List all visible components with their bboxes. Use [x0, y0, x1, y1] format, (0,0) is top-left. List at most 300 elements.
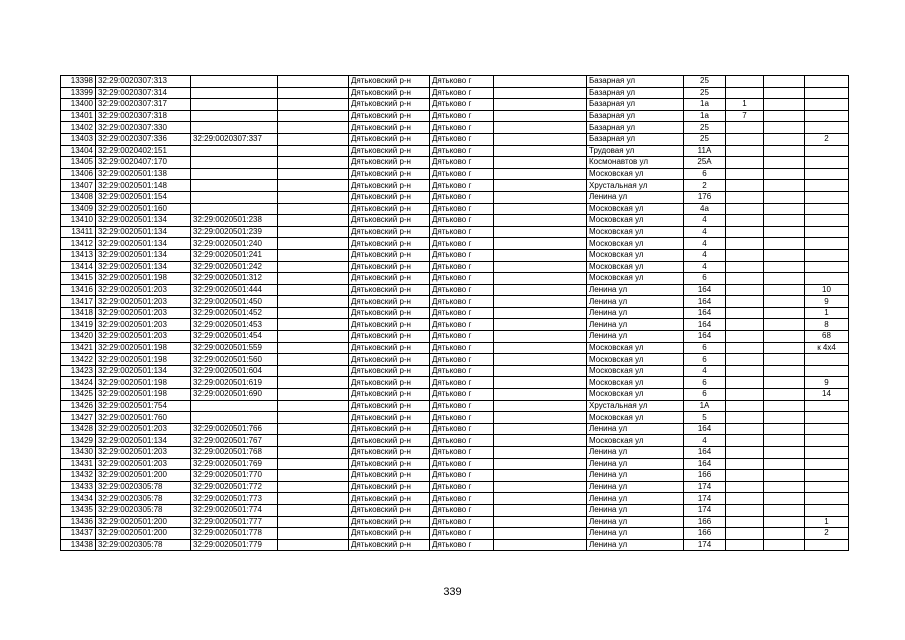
empty-cell [764, 226, 805, 238]
house-number-cell: 6 [684, 342, 726, 354]
empty-cell [494, 412, 587, 424]
building-cell [726, 180, 764, 192]
city-cell: Дятьково г [430, 249, 494, 261]
district-cell: Дятьковский р-н [349, 168, 430, 180]
table-row [61, 447, 849, 459]
parent-cadastral-number-cell [191, 122, 278, 134]
apartment-cell [805, 423, 849, 435]
empty-cell [764, 481, 805, 493]
district-cell: Дятьковский р-н [349, 203, 430, 215]
table-row [61, 435, 849, 447]
table-row [61, 342, 849, 354]
city-cell: Дятьково г [430, 261, 494, 273]
parent-cadastral-number-cell: 32:29:0020501:774 [191, 504, 278, 516]
parent-cadastral-number-cell: 32:29:0020501:240 [191, 238, 278, 250]
empty-cell [278, 284, 349, 296]
row-number-cell: 13422 [61, 354, 96, 366]
parent-cadastral-number-cell: 32:29:0020501:619 [191, 377, 278, 389]
parent-cadastral-number-cell: 32:29:0020501:453 [191, 319, 278, 331]
cadastral-number-cell: 32:29:0020501:138 [96, 168, 191, 180]
cadastral-number-cell: 32:29:0020501:198 [96, 273, 191, 285]
street-cell: Ленина ул [587, 504, 684, 516]
parent-cadastral-number-cell: 32:29:0020501:690 [191, 389, 278, 401]
parent-cadastral-number-cell [191, 145, 278, 157]
apartment-cell [805, 180, 849, 192]
district-cell: Дятьковский р-н [349, 191, 430, 203]
empty-cell [278, 400, 349, 412]
apartment-cell: 2 [805, 528, 849, 540]
cadastral-number-cell: 32:29:0020501:200 [96, 528, 191, 540]
building-cell [726, 539, 764, 551]
empty-cell [494, 261, 587, 273]
street-cell: Московская ул [587, 249, 684, 261]
house-number-cell: 4 [684, 365, 726, 377]
row-number-cell: 13416 [61, 284, 96, 296]
empty-cell [278, 493, 349, 505]
empty-cell [494, 145, 587, 157]
table-row [61, 400, 849, 412]
apartment-cell [805, 110, 849, 122]
empty-cell [764, 145, 805, 157]
house-number-cell: 164 [684, 307, 726, 319]
empty-cell [764, 400, 805, 412]
city-cell: Дятьково г [430, 238, 494, 250]
empty-cell [494, 307, 587, 319]
cadastral-number-cell: 32:29:0020501:134 [96, 238, 191, 250]
empty-cell [278, 458, 349, 470]
city-cell: Дятьково г [430, 389, 494, 401]
district-cell: Дятьковский р-н [349, 435, 430, 447]
empty-cell [764, 423, 805, 435]
table-row [61, 99, 849, 111]
building-cell [726, 87, 764, 99]
house-number-cell: 4 [684, 215, 726, 227]
parent-cadastral-number-cell: 32:29:0020501:779 [191, 539, 278, 551]
building-cell [726, 365, 764, 377]
row-number-cell: 13419 [61, 319, 96, 331]
empty-cell [764, 261, 805, 273]
city-cell: Дятьково г [430, 423, 494, 435]
empty-cell [494, 110, 587, 122]
cadastral-number-cell: 32:29:0020402:151 [96, 145, 191, 157]
parent-cadastral-number-cell [191, 168, 278, 180]
house-number-cell: 164 [684, 284, 726, 296]
empty-cell [278, 470, 349, 482]
district-cell: Дятьковский р-н [349, 122, 430, 134]
empty-cell [278, 76, 349, 88]
row-number-cell: 13417 [61, 296, 96, 308]
building-cell: 1 [726, 99, 764, 111]
empty-cell [494, 157, 587, 169]
parent-cadastral-number-cell: 32:29:0020501:777 [191, 516, 278, 528]
parent-cadastral-number-cell: 32:29:0020501:454 [191, 331, 278, 343]
district-cell: Дятьковский р-н [349, 516, 430, 528]
empty-cell [764, 273, 805, 285]
empty-cell [494, 539, 587, 551]
city-cell: Дятьково г [430, 99, 494, 111]
row-number-cell: 13421 [61, 342, 96, 354]
empty-cell [278, 342, 349, 354]
city-cell: Дятьково г [430, 157, 494, 169]
apartment-cell [805, 157, 849, 169]
street-cell: Ленина ул [587, 539, 684, 551]
empty-cell [494, 389, 587, 401]
empty-cell [278, 504, 349, 516]
apartment-cell: 14 [805, 389, 849, 401]
row-number-cell: 13398 [61, 76, 96, 88]
house-number-cell: 164 [684, 423, 726, 435]
street-cell: Базарная ул [587, 76, 684, 88]
empty-cell [278, 435, 349, 447]
parent-cadastral-number-cell [191, 99, 278, 111]
empty-cell [278, 180, 349, 192]
empty-cell [494, 168, 587, 180]
city-cell: Дятьково г [430, 435, 494, 447]
empty-cell [278, 110, 349, 122]
row-number-cell: 13423 [61, 365, 96, 377]
row-number-cell: 13399 [61, 87, 96, 99]
empty-cell [494, 203, 587, 215]
city-cell: Дятьково г [430, 133, 494, 145]
register-table-body [61, 76, 849, 551]
table-row [61, 423, 849, 435]
cadastral-number-cell: 32:29:0020501:203 [96, 307, 191, 319]
street-cell: Ленина ул [587, 307, 684, 319]
empty-cell [764, 377, 805, 389]
table-row [61, 261, 849, 273]
district-cell: Дятьковский р-н [349, 481, 430, 493]
house-number-cell: 11А [684, 145, 726, 157]
parent-cadastral-number-cell: 32:29:0020307:337 [191, 133, 278, 145]
parent-cadastral-number-cell: 32:29:0020501:450 [191, 296, 278, 308]
building-cell [726, 133, 764, 145]
table-row [61, 226, 849, 238]
apartment-cell [805, 87, 849, 99]
house-number-cell: 4 [684, 226, 726, 238]
street-cell: Московская ул [587, 273, 684, 285]
cadastral-number-cell: 32:29:0020501:200 [96, 470, 191, 482]
table-row [61, 203, 849, 215]
row-number-cell: 13412 [61, 238, 96, 250]
empty-cell [278, 168, 349, 180]
house-number-cell: 4а [684, 203, 726, 215]
street-cell: Ленина ул [587, 493, 684, 505]
empty-cell [494, 99, 587, 111]
empty-cell [764, 516, 805, 528]
cadastral-number-cell: 32:29:0020307:330 [96, 122, 191, 134]
parent-cadastral-number-cell: 32:29:0020501:773 [191, 493, 278, 505]
table-row [61, 331, 849, 343]
street-cell: Московская ул [587, 377, 684, 389]
street-cell: Базарная ул [587, 87, 684, 99]
table-row [61, 296, 849, 308]
house-number-cell: 6 [684, 377, 726, 389]
street-cell: Трудовая ул [587, 145, 684, 157]
empty-cell [494, 76, 587, 88]
table-row [61, 215, 849, 227]
street-cell: Московская ул [587, 215, 684, 227]
empty-cell [278, 157, 349, 169]
cadastral-number-cell: 32:29:0020501:198 [96, 342, 191, 354]
street-cell: Ленина ул [587, 528, 684, 540]
empty-cell [494, 331, 587, 343]
row-number-cell: 13428 [61, 423, 96, 435]
table-row [61, 516, 849, 528]
table-row [61, 191, 849, 203]
cadastral-number-cell: 32:29:0020501:203 [96, 423, 191, 435]
empty-cell [278, 354, 349, 366]
house-number-cell: 166 [684, 528, 726, 540]
parent-cadastral-number-cell: 32:29:0020501:778 [191, 528, 278, 540]
row-number-cell: 13404 [61, 145, 96, 157]
empty-cell [278, 389, 349, 401]
house-number-cell: 6 [684, 354, 726, 366]
building-cell [726, 447, 764, 459]
empty-cell [764, 331, 805, 343]
empty-cell [764, 249, 805, 261]
parent-cadastral-number-cell: 32:29:0020501:769 [191, 458, 278, 470]
apartment-cell [805, 447, 849, 459]
house-number-cell: 174 [684, 493, 726, 505]
apartment-cell [805, 191, 849, 203]
parent-cadastral-number-cell: 32:29:0020501:766 [191, 423, 278, 435]
cadastral-number-cell: 32:29:0020305:78 [96, 504, 191, 516]
house-number-cell: 25 [684, 133, 726, 145]
district-cell: Дятьковский р-н [349, 87, 430, 99]
row-number-cell: 13408 [61, 191, 96, 203]
street-cell: Ленина ул [587, 458, 684, 470]
empty-cell [764, 435, 805, 447]
empty-cell [278, 273, 349, 285]
street-cell: Ленина ул [587, 284, 684, 296]
building-cell [726, 331, 764, 343]
district-cell: Дятьковский р-н [349, 319, 430, 331]
building-cell [726, 481, 764, 493]
table-row [61, 110, 849, 122]
empty-cell [764, 191, 805, 203]
row-number-cell: 13409 [61, 203, 96, 215]
row-number-cell: 13432 [61, 470, 96, 482]
city-cell: Дятьково г [430, 493, 494, 505]
street-cell: Ленина ул [587, 423, 684, 435]
table-row [61, 133, 849, 145]
parent-cadastral-number-cell: 32:29:0020501:560 [191, 354, 278, 366]
street-cell: Московская ул [587, 168, 684, 180]
district-cell: Дятьковский р-н [349, 238, 430, 250]
parent-cadastral-number-cell [191, 191, 278, 203]
table-row [61, 319, 849, 331]
parent-cadastral-number-cell: 32:29:0020501:559 [191, 342, 278, 354]
cadastral-number-cell: 32:29:0020501:198 [96, 354, 191, 366]
parent-cadastral-number-cell [191, 400, 278, 412]
empty-cell [278, 331, 349, 343]
cadastral-number-cell: 32:29:0020501:760 [96, 412, 191, 424]
district-cell: Дятьковский р-н [349, 99, 430, 111]
row-number-cell: 13436 [61, 516, 96, 528]
house-number-cell: 174 [684, 504, 726, 516]
empty-cell [764, 168, 805, 180]
district-cell: Дятьковский р-н [349, 400, 430, 412]
house-number-cell: 6 [684, 389, 726, 401]
district-cell: Дятьковский р-н [349, 215, 430, 227]
apartment-cell [805, 458, 849, 470]
cadastral-number-cell: 32:29:0020407:170 [96, 157, 191, 169]
apartment-cell [805, 261, 849, 273]
empty-cell [494, 296, 587, 308]
cadastral-number-cell: 32:29:0020501:203 [96, 331, 191, 343]
empty-cell [764, 215, 805, 227]
city-cell: Дятьково г [430, 458, 494, 470]
building-cell [726, 389, 764, 401]
district-cell: Дятьковский р-н [349, 412, 430, 424]
cadastral-number-cell: 32:29:0020305:78 [96, 493, 191, 505]
empty-cell [764, 354, 805, 366]
empty-cell [278, 447, 349, 459]
street-cell: Базарная ул [587, 110, 684, 122]
row-number-cell: 13431 [61, 458, 96, 470]
apartment-cell [805, 481, 849, 493]
cadastral-number-cell: 32:29:0020501:203 [96, 458, 191, 470]
empty-cell [764, 284, 805, 296]
house-number-cell: 6 [684, 273, 726, 285]
apartment-cell [805, 273, 849, 285]
empty-cell [764, 87, 805, 99]
house-number-cell: 1А [684, 400, 726, 412]
parent-cadastral-number-cell: 32:29:0020501:312 [191, 273, 278, 285]
street-cell: Ленина ул [587, 191, 684, 203]
apartment-cell [805, 470, 849, 482]
apartment-cell: 10 [805, 284, 849, 296]
empty-cell [278, 539, 349, 551]
cadastral-number-cell: 32:29:0020501:203 [96, 447, 191, 459]
empty-cell [278, 296, 349, 308]
empty-cell [278, 191, 349, 203]
district-cell: Дятьковский р-н [349, 76, 430, 88]
empty-cell [494, 528, 587, 540]
cadastral-number-cell: 32:29:0020501:200 [96, 516, 191, 528]
empty-cell [494, 481, 587, 493]
empty-cell [764, 447, 805, 459]
street-cell: Хрустальная ул [587, 400, 684, 412]
apartment-cell [805, 203, 849, 215]
empty-cell [494, 273, 587, 285]
table-row [61, 470, 849, 482]
house-number-cell: 4 [684, 435, 726, 447]
building-cell [726, 249, 764, 261]
row-number-cell: 13414 [61, 261, 96, 273]
parent-cadastral-number-cell: 32:29:0020501:241 [191, 249, 278, 261]
row-number-cell: 13427 [61, 412, 96, 424]
empty-cell [278, 238, 349, 250]
empty-cell [764, 307, 805, 319]
apartment-cell [805, 76, 849, 88]
house-number-cell: 25А [684, 157, 726, 169]
empty-cell [278, 122, 349, 134]
parent-cadastral-number-cell [191, 180, 278, 192]
empty-cell [494, 354, 587, 366]
row-number-cell: 13434 [61, 493, 96, 505]
house-number-cell: 1а [684, 110, 726, 122]
empty-cell [764, 458, 805, 470]
city-cell: Дятьково г [430, 226, 494, 238]
district-cell: Дятьковский р-н [349, 342, 430, 354]
table-row [61, 389, 849, 401]
empty-cell [494, 458, 587, 470]
street-cell: Ленина ул [587, 516, 684, 528]
parent-cadastral-number-cell: 32:29:0020501:444 [191, 284, 278, 296]
city-cell: Дятьково г [430, 307, 494, 319]
building-cell [726, 493, 764, 505]
empty-cell [494, 377, 587, 389]
cadastral-register-table [60, 75, 849, 551]
parent-cadastral-number-cell [191, 76, 278, 88]
table-row [61, 122, 849, 134]
house-number-cell: 2 [684, 180, 726, 192]
table-row [61, 87, 849, 99]
row-number-cell: 13406 [61, 168, 96, 180]
table-row [61, 365, 849, 377]
cadastral-number-cell: 32:29:0020501:198 [96, 389, 191, 401]
empty-cell [494, 400, 587, 412]
empty-cell [278, 307, 349, 319]
district-cell: Дятьковский р-н [349, 226, 430, 238]
building-cell [726, 504, 764, 516]
row-number-cell: 13424 [61, 377, 96, 389]
district-cell: Дятьковский р-н [349, 284, 430, 296]
table-row [61, 458, 849, 470]
district-cell: Дятьковский р-н [349, 331, 430, 343]
cadastral-number-cell: 32:29:0020501:134 [96, 261, 191, 273]
empty-cell [278, 423, 349, 435]
empty-cell [278, 203, 349, 215]
empty-cell [764, 470, 805, 482]
row-number-cell: 13430 [61, 447, 96, 459]
parent-cadastral-number-cell [191, 203, 278, 215]
cadastral-number-cell: 32:29:0020307:318 [96, 110, 191, 122]
city-cell: Дятьково г [430, 528, 494, 540]
district-cell: Дятьковский р-н [349, 145, 430, 157]
empty-cell [764, 99, 805, 111]
city-cell: Дятьково г [430, 354, 494, 366]
district-cell: Дятьковский р-н [349, 354, 430, 366]
empty-cell [764, 504, 805, 516]
row-number-cell: 13407 [61, 180, 96, 192]
table-row [61, 528, 849, 540]
apartment-cell [805, 168, 849, 180]
house-number-cell: 166 [684, 470, 726, 482]
street-cell: Базарная ул [587, 133, 684, 145]
street-cell: Московская ул [587, 365, 684, 377]
empty-cell [278, 365, 349, 377]
building-cell [726, 203, 764, 215]
city-cell: Дятьково г [430, 110, 494, 122]
apartment-cell: 68 [805, 331, 849, 343]
city-cell: Дятьково г [430, 447, 494, 459]
apartment-cell [805, 412, 849, 424]
district-cell: Дятьковский р-н [349, 307, 430, 319]
apartment-cell [805, 400, 849, 412]
row-number-cell: 13415 [61, 273, 96, 285]
street-cell: Московская ул [587, 261, 684, 273]
page-number: 339 [443, 586, 462, 598]
building-cell [726, 145, 764, 157]
parent-cadastral-number-cell: 32:29:0020501:242 [191, 261, 278, 273]
row-number-cell: 13400 [61, 99, 96, 111]
building-cell [726, 122, 764, 134]
table-row [61, 157, 849, 169]
building-cell [726, 157, 764, 169]
row-number-cell: 13402 [61, 122, 96, 134]
